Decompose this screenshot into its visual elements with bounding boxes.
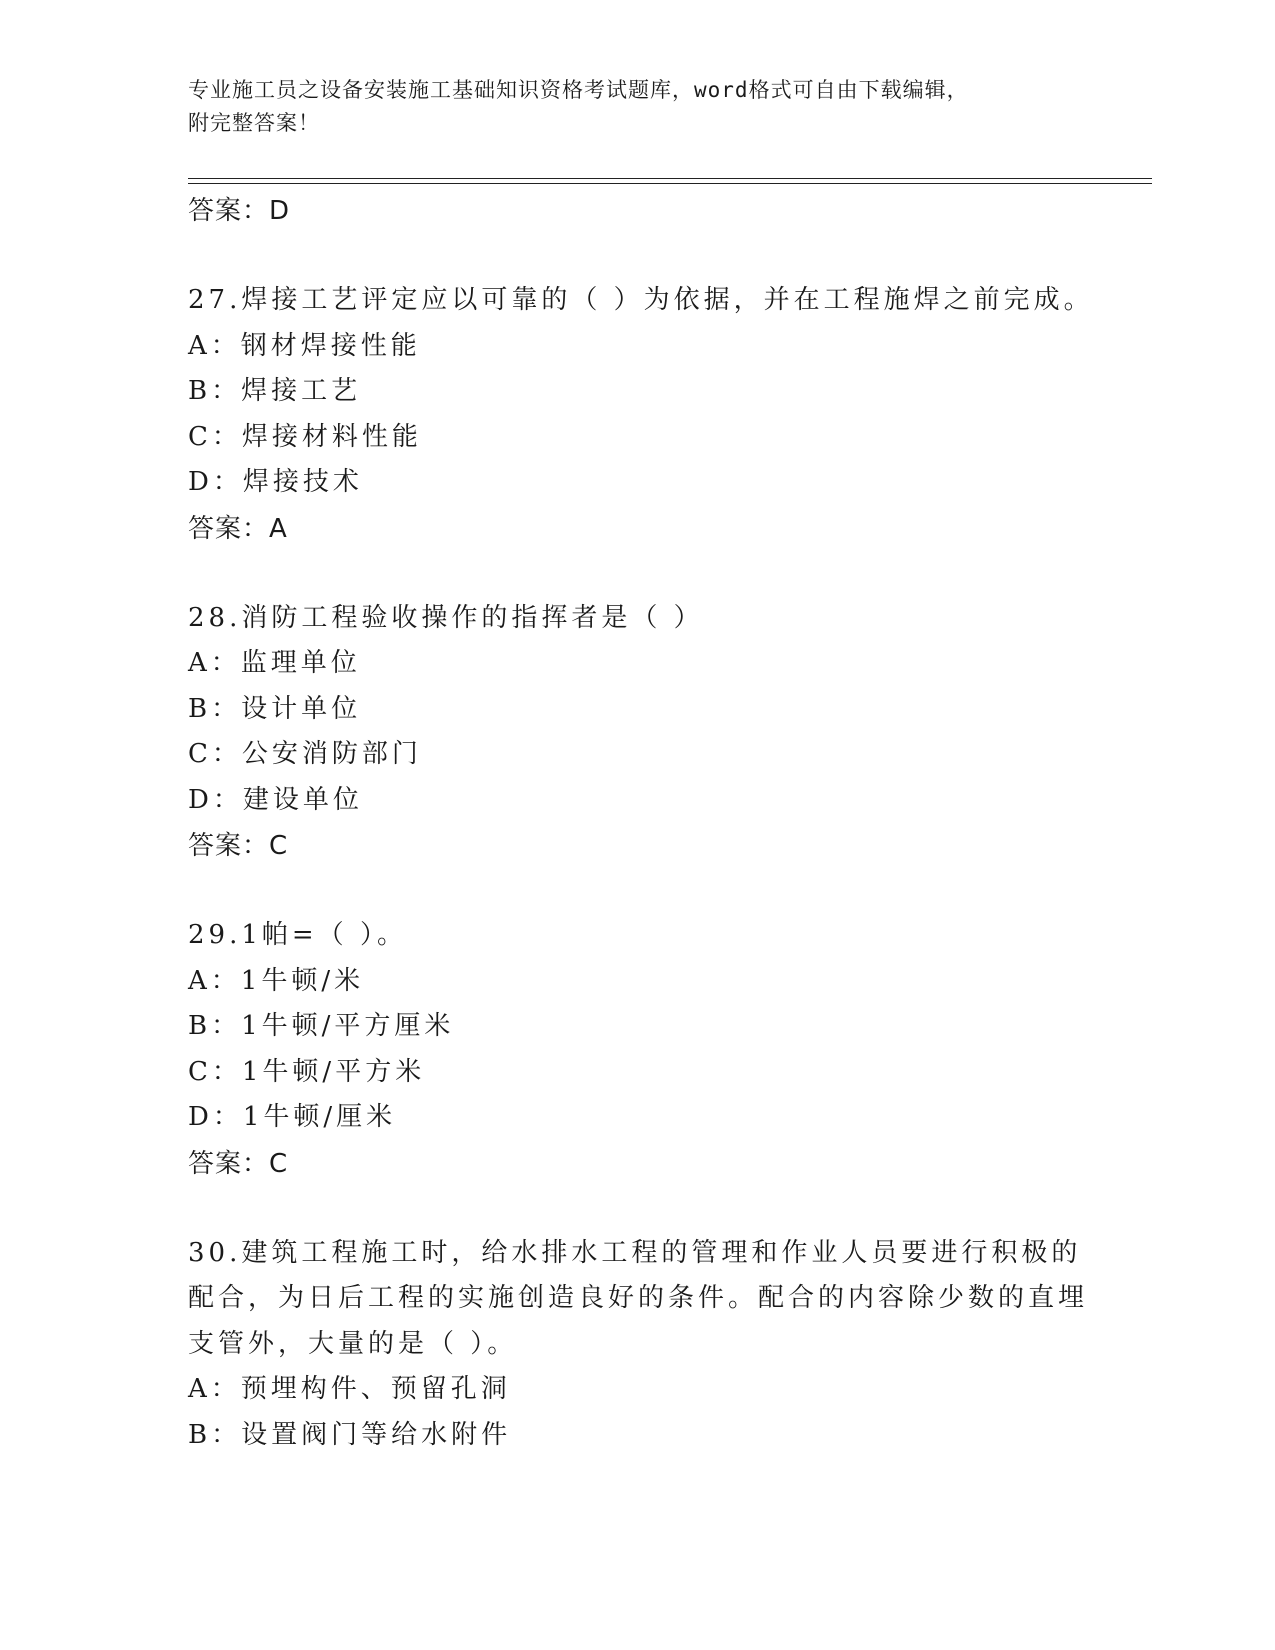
question-27-text: 27.焊接工艺评定应以可靠的（ ）为依据，并在工程施焊之前完成。 bbox=[188, 285, 1094, 315]
question-30-option-b: B：设置阀门等给水附件 bbox=[188, 1419, 512, 1450]
question-28-option-b: B：设计单位 bbox=[188, 693, 362, 724]
question-list bbox=[188, 188, 1128, 1458]
question-28-option-c: C：公安消防部门 bbox=[188, 739, 422, 769]
question-28-option-d: D：建设单位 bbox=[188, 784, 363, 815]
question-27-option-b: B：焊接工艺 bbox=[188, 376, 362, 406]
question-30 bbox=[188, 1231, 1128, 1459]
question-27-option-d: D：焊接技术 bbox=[188, 467, 363, 497]
question-27-option-c: C：焊接材料性能 bbox=[188, 421, 422, 452]
question-30-option-a: A：预埋构件、预留孔洞 bbox=[188, 1374, 511, 1404]
question-29-option-d: D：1牛顿/厘米 bbox=[188, 1102, 397, 1132]
question-27-option-a: A：钢材焊接性能 bbox=[188, 330, 421, 361]
question-29-text: 29.1帕=（ ）。 bbox=[188, 920, 407, 950]
header-line-1: 专业施工员之设备安装施工基础知识资格考试题库，word格式可自由下载编辑， bbox=[188, 78, 969, 102]
header-line-2: 附完整答案！ bbox=[188, 111, 320, 135]
question-28-option-a: A：监理单位 bbox=[188, 648, 361, 678]
question-30-text: 30.建筑工程施工时，给水排水工程的管理和作业人员要进行积极的配合，为日后工程的实施创造良好的条件。配合的内容除少数的直埋支管外，大量的是（ ）。 bbox=[188, 1237, 1089, 1359]
header-divider-bottom bbox=[188, 183, 1152, 184]
question-28 bbox=[188, 596, 1128, 870]
document-header bbox=[188, 74, 1068, 140]
question-29-option-b: B：1牛顿/平方厘米 bbox=[188, 1011, 455, 1041]
header-divider-top bbox=[188, 178, 1152, 179]
question-29-answer: 答案：C bbox=[188, 1148, 289, 1179]
question-29-option-c: C：1牛顿/平方米 bbox=[188, 1056, 426, 1087]
question-29-option-a: A：1牛顿/米 bbox=[188, 965, 365, 996]
question-28-answer: 答案：C bbox=[188, 831, 289, 861]
question-27 bbox=[188, 278, 1128, 552]
answer-26: 答案：D bbox=[188, 196, 291, 226]
question-28-text: 28.消防工程验收操作的指挥者是（ ） bbox=[188, 602, 704, 633]
question-29 bbox=[188, 913, 1128, 1187]
question-27-answer: 答案：A bbox=[188, 513, 288, 544]
